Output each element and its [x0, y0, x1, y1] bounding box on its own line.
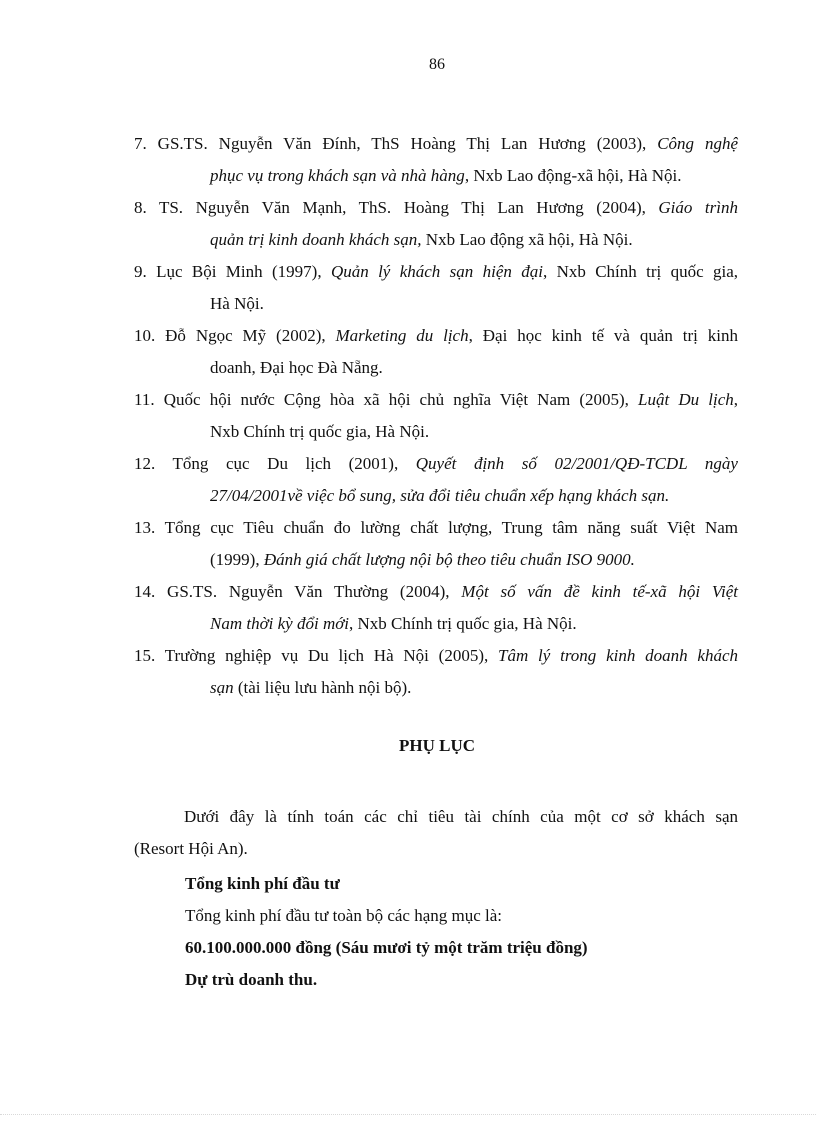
- reference-text: TS. Nguyễn Văn Mạnh, ThS. Hoàng Thị Lan Hương (2004),: [158, 198, 659, 217]
- reference-number: 12.: [134, 454, 156, 473]
- reference-number: 8.: [134, 198, 147, 217]
- reference-line-1: [134, 576, 738, 608]
- reference-item: [134, 384, 738, 448]
- reference-text: Hà Nội.: [210, 294, 264, 313]
- reference-text: quản trị kinh doanh khách sạn,: [210, 230, 422, 249]
- reference-text: , Nxb Chính trị quốc gia, Hà Nội.: [349, 614, 577, 633]
- reference-text: Giáo trình: [658, 198, 738, 217]
- reference-text: GS.TS. Nguyễn Văn Đính, ThS Hoàng Thị Lan Hương (2003),: [157, 134, 658, 153]
- reference-item: [134, 192, 738, 256]
- reference-text: Đỗ Ngọc Mỹ (2002),: [165, 326, 336, 345]
- reference-item: [134, 256, 738, 320]
- reference-line-1: [134, 448, 738, 480]
- appendix-intro-line2: (Resort Hội An).: [134, 839, 248, 858]
- reference-text: Nxb Lao động xã hội, Hà Nội.: [421, 230, 633, 249]
- reference-item: [134, 320, 738, 384]
- reference-line-2: [210, 352, 738, 384]
- reference-text: ,: [733, 390, 738, 409]
- reference-text: , Đại học kinh tế và quản trị kinh: [468, 326, 738, 345]
- reference-item: [134, 640, 738, 704]
- reference-text: sạn: [210, 678, 234, 697]
- reference-text: Tổng cục Du lịch (2001),: [172, 454, 416, 473]
- reference-text: Quyết định số 02/2001/QĐ-TCDL ngày: [415, 454, 738, 473]
- appendix-intro-paragraph: [134, 801, 738, 865]
- reference-text: Tổng cục Tiêu chuẩn đo lường chất lượng, Trung tâm năng suất Việt Nam: [164, 518, 738, 537]
- reference-text: 27/04/2001về việc bổ sung, sửa đổi tiêu chuẩn xếp hạng khách sạn.: [210, 486, 670, 505]
- reference-item: [134, 576, 738, 640]
- footer-divider: [0, 1114, 816, 1115]
- reference-line-2: [210, 544, 738, 576]
- reference-text: Quốc hội nước Cộng hòa xã hội chủ nghĩa Việt Nam (2005),: [163, 390, 639, 409]
- heading-investment: Tổng kinh phí đầu tư: [185, 874, 340, 893]
- reference-item: [134, 128, 738, 192]
- page-number: 86: [429, 56, 445, 73]
- reference-line-2: [210, 608, 738, 640]
- reference-line-1: [134, 256, 738, 288]
- reference-text: Lục Bội Minh (1997),: [156, 262, 331, 281]
- reference-text: Trường nghiệp vụ Du lịch Hà Nội (2005),: [164, 646, 499, 665]
- reference-text: Nam thời kỳ đổi mới: [210, 614, 350, 633]
- reference-number: 14.: [134, 582, 156, 601]
- investment-text: Tổng kinh phí đầu tư toàn bộ các hạng mục là:: [185, 906, 503, 925]
- reference-text: Nxb Chính trị quốc gia, Hà Nội.: [210, 422, 430, 441]
- appendix-intro-line1: Dưới đây là tính toán các chỉ tiêu tài chính của một cơ sở khách sạn: [184, 807, 738, 826]
- reference-line-2: [210, 480, 738, 512]
- reference-text: Quản lý khách sạn hiện đại: [330, 262, 543, 281]
- reference-text: doanh, Đại học Đà Nẵng.: [210, 358, 383, 377]
- reference-text: , Nxb Chính trị quốc gia,: [542, 262, 739, 281]
- reference-list: [134, 128, 738, 704]
- reference-number: 7.: [134, 134, 147, 153]
- reference-number: 10.: [134, 326, 156, 345]
- reference-text: Marketing du lịch: [335, 326, 469, 345]
- reference-text: Luật Du lịch: [638, 390, 734, 409]
- reference-line-2: [210, 160, 738, 192]
- reference-line-1: [134, 192, 738, 224]
- reference-text: Một số vấn đề kinh tế-xã hội Việt: [461, 582, 739, 601]
- reference-line-1: [134, 640, 738, 672]
- reference-line-2: [210, 416, 738, 448]
- investment-amount: 60.100.000.000 đồng (Sáu mươi tỷ một trăm triệu đồng): [185, 938, 588, 957]
- reference-number: 9.: [134, 262, 147, 281]
- reference-number: 11.: [134, 390, 155, 409]
- reference-text: (tài liệu lưu hành nội bộ).: [233, 678, 412, 697]
- reference-line-1: [134, 128, 738, 160]
- reference-line-1: [134, 384, 738, 416]
- reference-line-2: [210, 224, 738, 256]
- reference-text: Tâm lý trong kinh doanh khách: [498, 646, 738, 665]
- reference-line-2: [210, 672, 738, 704]
- reference-text: Công nghệ: [657, 134, 738, 153]
- reference-line-1: [134, 320, 738, 352]
- appendix-title: PHỤ LỤC: [398, 736, 476, 755]
- reference-text: phục vụ trong khách sạn và nhà hàng: [210, 166, 465, 185]
- reference-item: [134, 512, 738, 576]
- reference-text: , Nxb Lao động-xã hội, Hà Nội.: [464, 166, 682, 185]
- reference-line-1: [134, 512, 738, 544]
- reference-text: (1999),: [210, 550, 264, 569]
- reference-text: Đánh giá chất lượng nội bộ theo tiêu chuẩn ISO 9000.: [263, 550, 635, 569]
- reference-item: [134, 448, 738, 512]
- reference-number: 15.: [134, 646, 156, 665]
- reference-number: 13.: [134, 518, 156, 537]
- reference-line-2: [210, 288, 738, 320]
- reference-text: GS.TS. Nguyễn Văn Thường (2004),: [167, 582, 462, 601]
- heading-revenue: Dự trù doanh thu.: [185, 970, 318, 989]
